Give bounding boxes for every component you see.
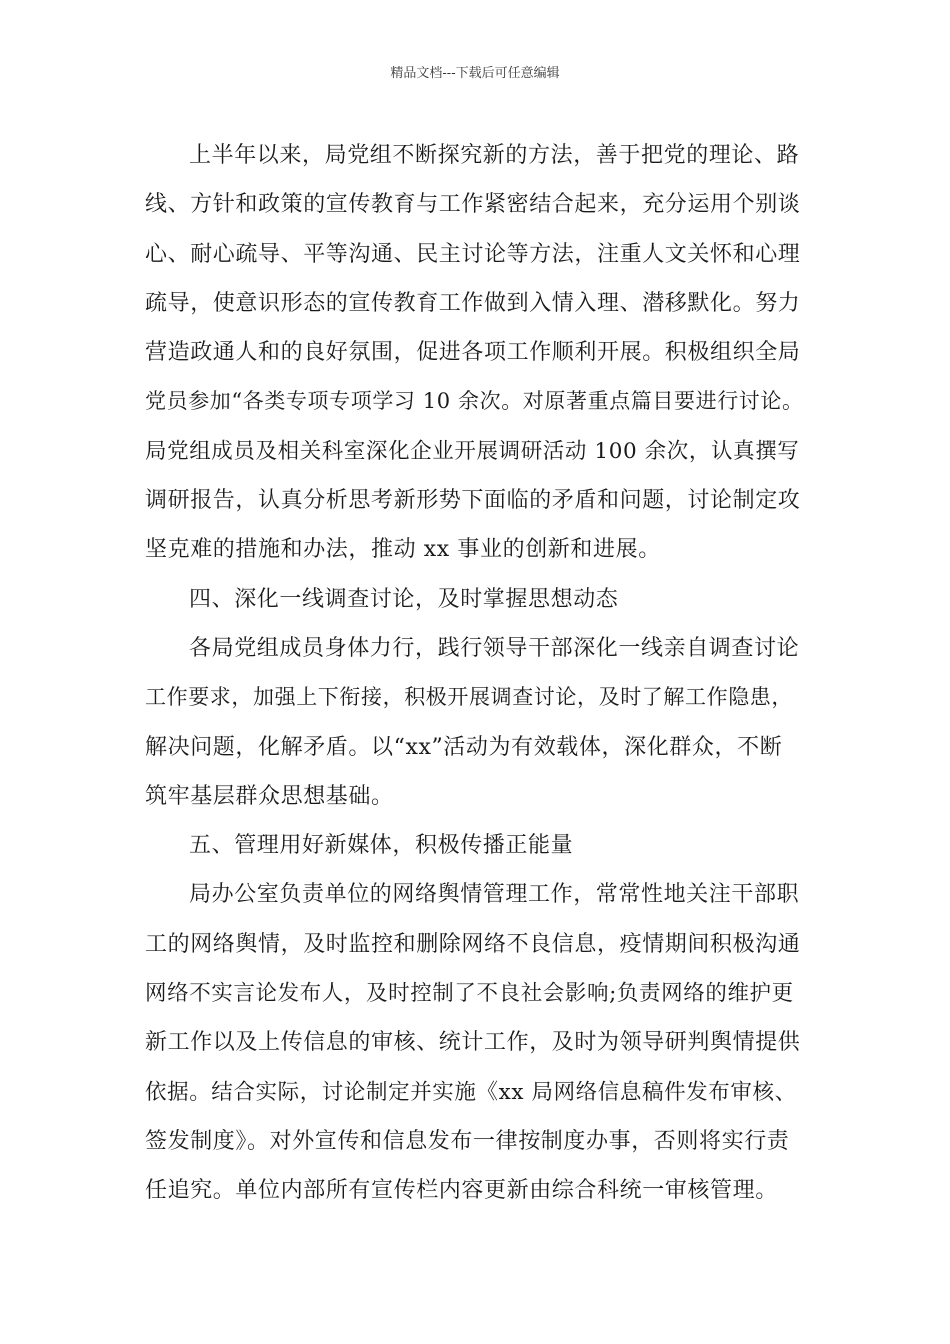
text-line: 网络不实言论发布人，及时控制了不良社会影响;负责网络的维护更 xyxy=(145,981,794,1007)
section-heading: 五、管理用好新媒体，积极传播正能量 xyxy=(189,833,574,859)
text-line: 局党组成员及相关科室深化企业开展调研活动 100 余次，认真撰写 xyxy=(145,438,800,464)
text-line: 线、方针和政策的宣传教育与工作紧密结合起来，充分运用个别谈 xyxy=(145,192,801,218)
text-line: 解决问题，化解矛盾。以“xx”活动为有效载体，深化群众，不断 xyxy=(145,734,783,760)
page-header: 精品文档---下载后可任意编辑 xyxy=(390,66,560,81)
text-line: 调研报告，认真分析思考新形势下面临的矛盾和问题，讨论制定攻 xyxy=(145,488,801,514)
text-line: 营造政通人和的良好氛围，促进各项工作顺利开展。积极组织全局 xyxy=(145,340,801,366)
text-line: 工作要求，加强上下衔接，积极开展调查讨论，及时了解工作隐患， xyxy=(145,685,793,710)
section-heading: 四、深化一线调查讨论，及时掌握思想动态 xyxy=(189,586,619,612)
text-line: 上半年以来，局党组不断探究新的方法，善于把党的理论、路 xyxy=(189,143,800,168)
text-line: 任追究。单位内部所有宣传栏内容更新由综合科统一审核管理。 xyxy=(145,1178,778,1204)
text-line: 疏导，使意识形态的宣传教育工作做到入情入理、潜移默化。努力 xyxy=(145,290,801,316)
text-line: 工的网络舆情，及时监控和删除网络不良信息，疫情期间积极沟通 xyxy=(145,931,801,957)
text-line: 新工作以及上传信息的审核、统计工作，及时为领导研判舆情提供 xyxy=(145,1030,801,1056)
text-line: 签发制度》。对外宣传和信息发布一律按制度办事，否则将实行责 xyxy=(145,1128,790,1154)
text-line: 坚克难的措施和办法，推动 xx 事业的创新和进展。 xyxy=(145,537,661,563)
text-line: 心、耐心疏导、平等沟通、民主讨论等方法，注重人文关怀和心理 xyxy=(145,241,801,267)
document-body xyxy=(145,131,805,1216)
text-line: 党员参加“各类专项专项学习 10 余次。对原著重点篇目要进行讨论。 xyxy=(145,389,804,414)
text-line: 依据。结合实际，讨论制定并实施《xx 局网络信息稿件发布审核、 xyxy=(145,1079,797,1105)
text-line: 局办公室负责单位的网络舆情管理工作，常常性地关注干部职 xyxy=(189,882,800,908)
text-line: 各局党组成员身体力行，践行领导干部深化一线亲自调查讨论 xyxy=(189,635,800,661)
text-line: 筑牢基层群众思想基础。 xyxy=(145,783,394,809)
